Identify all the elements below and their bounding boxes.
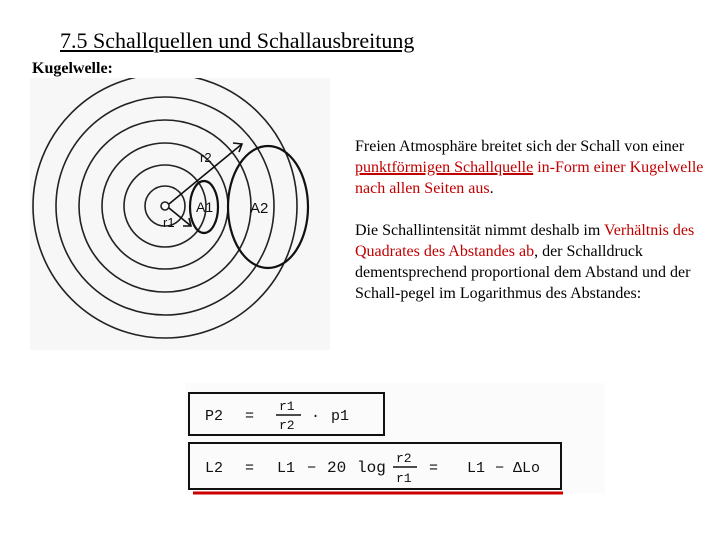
formula2-equals: = xyxy=(245,460,255,477)
section-subtitle: Kugelwelle: xyxy=(32,60,113,77)
spherical-wave-diagram xyxy=(30,78,350,350)
formula2-equals2: = xyxy=(429,460,439,477)
formula1-p1: p1 xyxy=(331,408,350,425)
formula2-denominator: r1 xyxy=(396,471,412,486)
formula2-delta: ΔLo xyxy=(513,460,541,477)
label-r2: r2 xyxy=(200,150,212,165)
formula1-equals: = xyxy=(245,408,255,425)
page-title: 7.5 Schallquellen und Schallausbreitung xyxy=(60,28,415,53)
source-point xyxy=(161,202,169,210)
point-source-highlight: punktförmigen Schallquelle xyxy=(355,159,534,176)
formula1-lhs: P2 xyxy=(205,408,224,425)
label-a2: A2 xyxy=(250,200,269,217)
label-r1: r1 xyxy=(163,215,175,230)
formula1-dot: · xyxy=(311,408,321,425)
formula2-numerator: r2 xyxy=(396,451,412,466)
formula2-minus2: − xyxy=(495,460,505,477)
description-text xyxy=(355,136,705,325)
label-a1: A1 xyxy=(196,199,214,215)
formula2-lhs: L2 xyxy=(205,460,224,477)
formula2-minus: − xyxy=(307,460,317,477)
formula2-l1: L1 xyxy=(277,460,296,477)
paragraph-intensity: Die Schallintensität nimmt deshalb im Verhältnis des Quadrates des Abstandes ab, der Schalldruck dementsprechend proportional dem Abstand und der Schall-pegel im Logarithmus des Abstandes: xyxy=(355,222,695,302)
inverse-square-highlight: Verhältnis des Quadrates des Abstandes ab xyxy=(355,222,695,260)
formula1-numerator: r1 xyxy=(279,399,295,414)
formula2-log: log xyxy=(357,459,386,477)
formula1-denominator: r2 xyxy=(279,418,295,433)
formula2-l1b: L1 xyxy=(467,460,486,477)
formula-panel xyxy=(185,383,605,501)
paragraph-propagation: Freien Atmosphäre breitet sich der Schall von einer punktförmigen Schallquelle in-Form einer Kugelwelle nach allen Seiten aus. xyxy=(355,138,704,197)
formula2-coefficient: 20 xyxy=(327,459,347,477)
